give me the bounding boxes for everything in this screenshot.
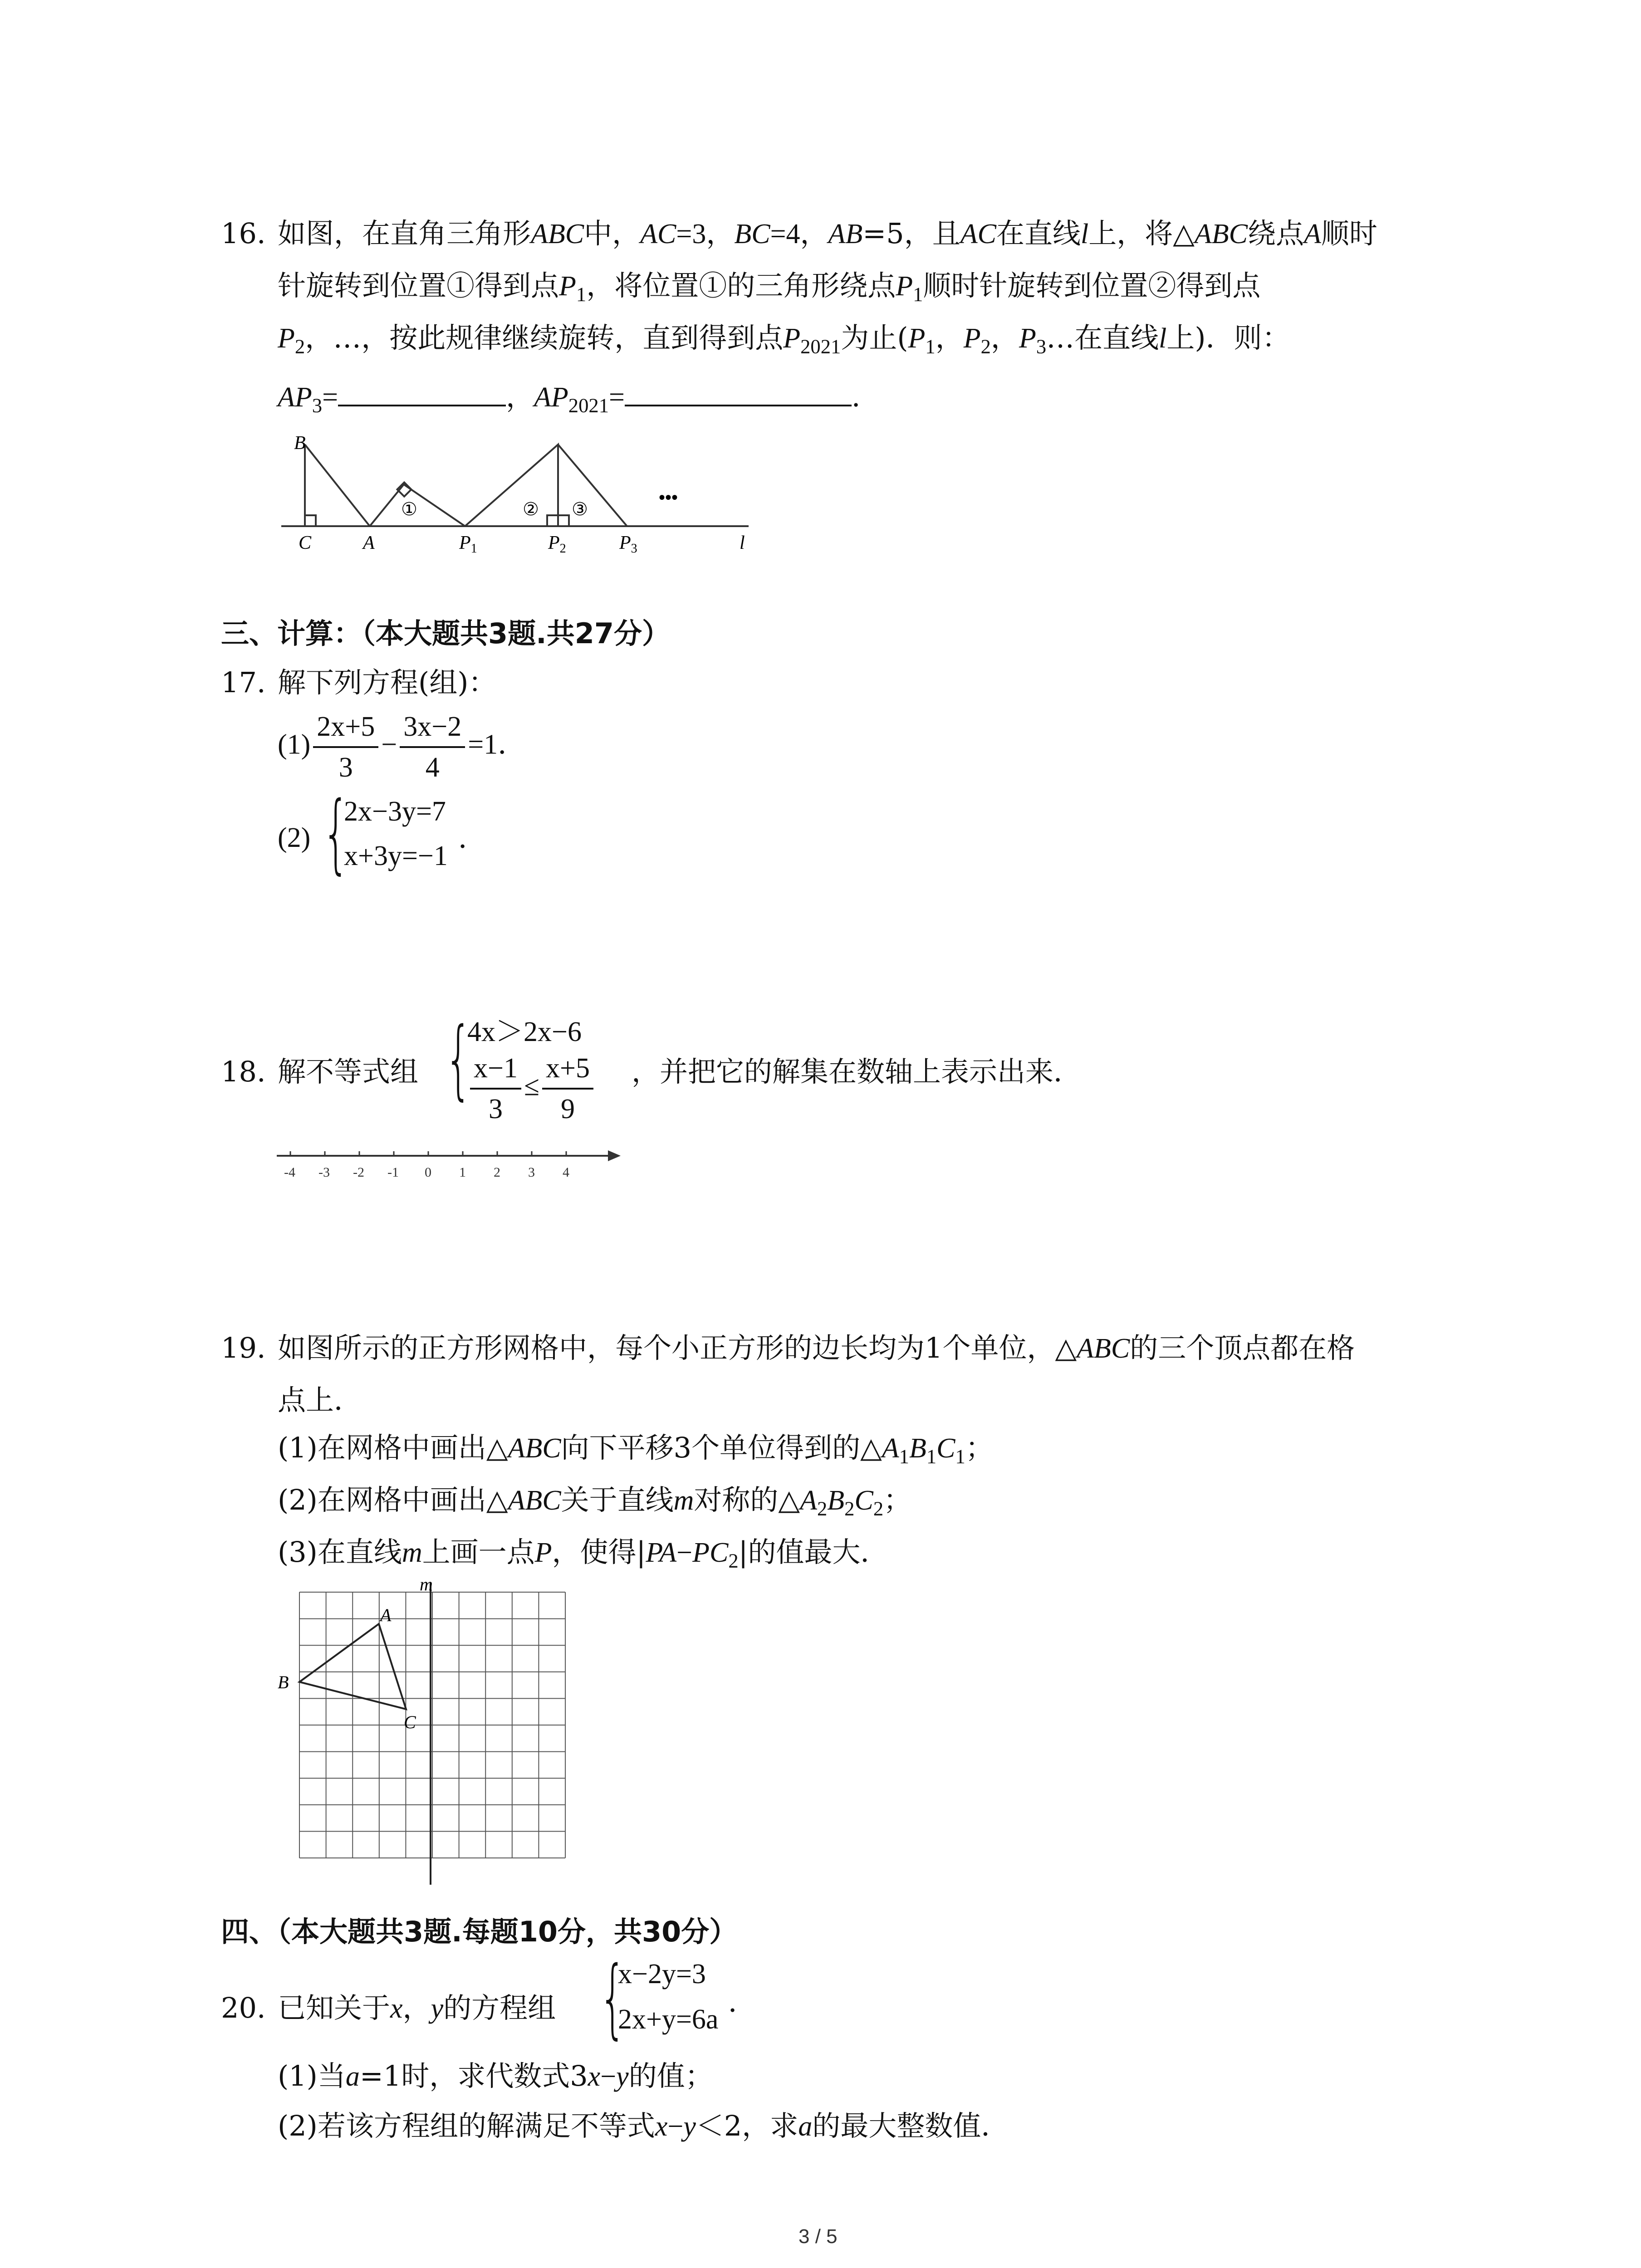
q16-answer-line: $AP_3=$ ，$AP_{2021}=$ ． xyxy=(278,380,880,417)
number-line-label: -3 xyxy=(318,1165,330,1180)
grid-label-m: m xyxy=(420,1574,433,1594)
q18-number: 18. xyxy=(221,1055,266,1088)
q20-number: 20. xyxy=(221,1991,266,2024)
q19-part-1: (1)在网格中画出△ABC向下平移3个单位得到的$\triangle A_1B_1C_1$； xyxy=(278,1431,994,1468)
q19-grid-figure xyxy=(272,1574,581,1887)
number-line-label: 2 xyxy=(494,1165,500,1180)
q16-line-3: $P_2$，…，按此规律继续旋转，直到得到点$P_{2021}$为止($P_1$，$P_2$，$P_3\dots$在直线l上)．则： xyxy=(278,321,1290,358)
q17-part-1: (1) $\frac{2x+5}{3}$ − $\frac{3x-2}{4}$ =1． xyxy=(278,710,526,785)
ellipsis: ••• xyxy=(659,487,678,508)
grid-label-B: B xyxy=(278,1672,289,1692)
page-number: 3 / 5 xyxy=(798,2225,838,2248)
label-A: A xyxy=(363,533,375,553)
q20-eq-tail: ． xyxy=(728,1987,757,2018)
circle-3: ③ xyxy=(572,499,588,519)
number-line-label: 1 xyxy=(459,1165,466,1180)
number-line-label: -2 xyxy=(353,1165,364,1180)
circle-2: ② xyxy=(523,499,539,519)
q19-line-2: 点上． xyxy=(278,1383,362,1417)
number-line-label: -1 xyxy=(387,1165,399,1180)
grid-label-A: A xyxy=(380,1605,392,1625)
q20-part-2: (2)若该方程组的解满足不等式x−y＜2，求a的最大整数值． xyxy=(278,2109,1009,2142)
q19-part-2: (2)在网格中画出△ABC关于直线m对称的$\triangle A_2B_2C_2$； xyxy=(278,1483,912,1520)
q20-brace: { xyxy=(599,1948,627,2048)
q17-eq-2: x+3y=−1 xyxy=(344,841,448,871)
q18-instruction: ，并把它的解集在数轴上表示出来． xyxy=(632,1055,1082,1088)
label-P1: P1 xyxy=(459,533,477,556)
q16-line-1: 如图，在直角三角形ABC中，AC=3，BC=4，AB=5，且AC在直线l上，将△ABC绕点A顺时 xyxy=(278,217,1377,250)
q18-intro: 解不等式组 xyxy=(278,1055,419,1088)
answer-blank-ap3[interactable] xyxy=(338,404,506,406)
label-C: C xyxy=(299,533,312,553)
number-line-label: -4 xyxy=(284,1165,295,1180)
q16-line-2: 针旋转到位置①得到点$P_1$，将位置①的三角形绕点$P_1$顺时针旋转到位置②得到点 xyxy=(278,269,1261,306)
section-4-title: 四、（本大题共3题.每题10分，共30分） xyxy=(221,1915,738,1948)
q18-number-line xyxy=(272,1143,626,1193)
q16-rotation-figure xyxy=(272,426,780,558)
grid-label-C: C xyxy=(404,1712,416,1732)
circle-1: ① xyxy=(401,499,417,519)
q17-part-2-label: (2) xyxy=(278,822,311,853)
q19-part-3: (3)在直线m上画一点P，使得$|PA-PC_2|$的值最大． xyxy=(278,1535,889,1572)
q19-line-1: 如图所示的正方形网格中，每个小正方形的边长均为1个单位，△ABC的三个顶点都在格 xyxy=(278,1331,1355,1364)
number-line-label: 4 xyxy=(563,1165,569,1180)
answer-blank-ap2021[interactable] xyxy=(625,404,852,406)
section-3-title: 三、计算：（本大题共3题.共27分） xyxy=(221,617,670,650)
q20-part-1: (1)当a=1时，求代数式3x−y的值； xyxy=(278,2059,713,2092)
q16-number: 16. xyxy=(221,217,266,250)
q17-brace: { xyxy=(322,783,350,883)
number-line-label: 0 xyxy=(425,1165,431,1180)
q17-eq-1: 2x−3y=7 xyxy=(344,796,446,827)
number-line-label: 3 xyxy=(528,1165,535,1180)
q18-brace: { xyxy=(445,1009,472,1109)
label-B: B xyxy=(294,433,306,454)
q20-intro: 已知关于x，y的方程组 xyxy=(278,1991,556,2024)
q17-title: 解下列方程(组)： xyxy=(278,666,497,699)
q18-ineq-1: 4x＞2x−6 xyxy=(467,1017,582,1047)
label-P2: P2 xyxy=(548,533,566,556)
label-P3: P3 xyxy=(619,533,637,556)
q17-number: 17. xyxy=(221,666,266,699)
q18-ineq-2: $\frac{x-1}{3}$ ≤ $\frac{x+5}{9}$ xyxy=(467,1051,596,1126)
q17-eq-tail: ． xyxy=(458,823,487,854)
label-l: l xyxy=(740,533,745,553)
q20-eq-1: x−2y=3 xyxy=(618,1959,706,1989)
q20-eq-2: 2x+y=6a xyxy=(618,2004,719,2035)
q19-number: 19. xyxy=(221,1331,266,1364)
